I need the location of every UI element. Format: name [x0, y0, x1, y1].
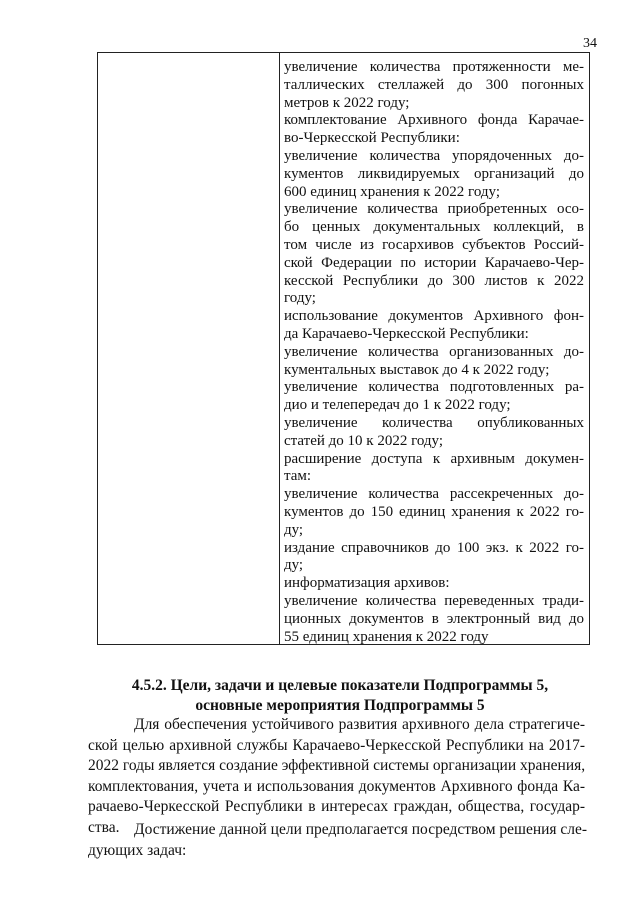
table-cell-line: кесской Республики до 300 листов к 2022 [284, 272, 584, 289]
table-cell-line: увеличение количества подготовленных ра- [284, 379, 584, 396]
table-cell-line: том числе из госархивов субъектов Россий- [284, 236, 584, 253]
table-cell-line: расширение доступа к архивным докумен- [284, 450, 584, 467]
table-cell-line: таллических стеллажей до 300 погонных [284, 76, 584, 93]
table-cell-line: увеличение количества упорядоченных до- [284, 147, 584, 164]
table-column-divider [279, 53, 280, 644]
table-cell-indicators [284, 59, 584, 646]
paragraph-line: дующих задач: [88, 841, 187, 859]
section-heading-line: основные мероприятия Подпрограммы 5 [195, 697, 485, 714]
table-cell-line: увеличение количества протяженности ме- [284, 59, 584, 75]
table-cell-line: увеличение количества переведенных тради- [284, 592, 584, 609]
paragraph-line: рачаево-Черкесской Республики в интересах граждан, общества, государ- [88, 798, 585, 815]
table-cell-line: году; [284, 290, 316, 307]
table-cell-line: увеличение количества организованных до- [284, 343, 584, 360]
table-cell-line: кументов ликвидируемых организаций до [284, 165, 584, 182]
paragraph-line: ства. [88, 818, 120, 836]
section-heading [80, 676, 600, 716]
table-cell-line: там: [284, 468, 312, 485]
paragraph-tasks [88, 820, 588, 861]
table-cell-line: метров к 2022 году; [284, 94, 410, 111]
table-cell-line: 600 единиц хранения к 2022 году; [284, 183, 500, 200]
page-number: 34 [583, 36, 597, 51]
table-cell-line: ду; [284, 521, 304, 538]
paragraph-line: комплектования, учета и использования документов Архивного фонда Ка- [88, 777, 585, 795]
table-cell-line: издание справочников до 100 экз. к 2022 го- [284, 539, 584, 556]
table-cell-line: 55 единиц хранения к 2022 году [284, 628, 489, 645]
table-cell-line: увеличение количества опубликованных [284, 414, 584, 431]
table-cell-line: ской Федерации по истории Карачаево-Чер- [284, 254, 584, 271]
table-cell-line: статей до 10 к 2022 году; [284, 432, 444, 449]
table-cell-line: да Карачаево-Черкесской Республики: [284, 325, 529, 342]
table-cell-line: информатизация архивов: [284, 575, 450, 592]
indicators-table [97, 52, 590, 645]
table-cell-line: кументальных выставок до 4 к 2022 году; [284, 361, 550, 378]
table-cell-line: увеличение количества приобретенных осо- [284, 201, 584, 218]
paragraph-line: 2022 годы является создание эффективной системы организации хранения, [88, 757, 586, 774]
table-cell-line: использование документов Архивного фон- [284, 308, 584, 325]
table-cell-line: увеличение количества рассекреченных до- [284, 486, 584, 503]
table-cell-line: бо ценных документальных коллекций, в [284, 219, 584, 236]
section-heading-line: 4.5.2. Цели, задачи и целевые показатели Подпрограммы 5, [131, 677, 549, 694]
table-cell-line: ционных документов в электронный вид до [284, 610, 584, 627]
table-cell-line: дио и телепередач до 1 к 2022 году; [284, 397, 511, 414]
table-cell-line: кументов до 150 единиц хранения к 2022 го- [284, 503, 584, 520]
paragraph-line: Достижение данной цели предполагается посредством решения сле- [134, 821, 588, 838]
paragraph-line: Для обеспечения устойчивого развития архивного дела стратегиче- [134, 716, 585, 733]
table-cell-line: во-Черкесской Республики: [284, 130, 460, 147]
table-cell-line: ду; [284, 557, 304, 574]
table-cell-line: комплектование Архивного фонда Карачае- [284, 112, 584, 129]
paragraph-line: ской целью архивной службы Карачаево-Черкесской Республики на 2017- [88, 736, 585, 754]
